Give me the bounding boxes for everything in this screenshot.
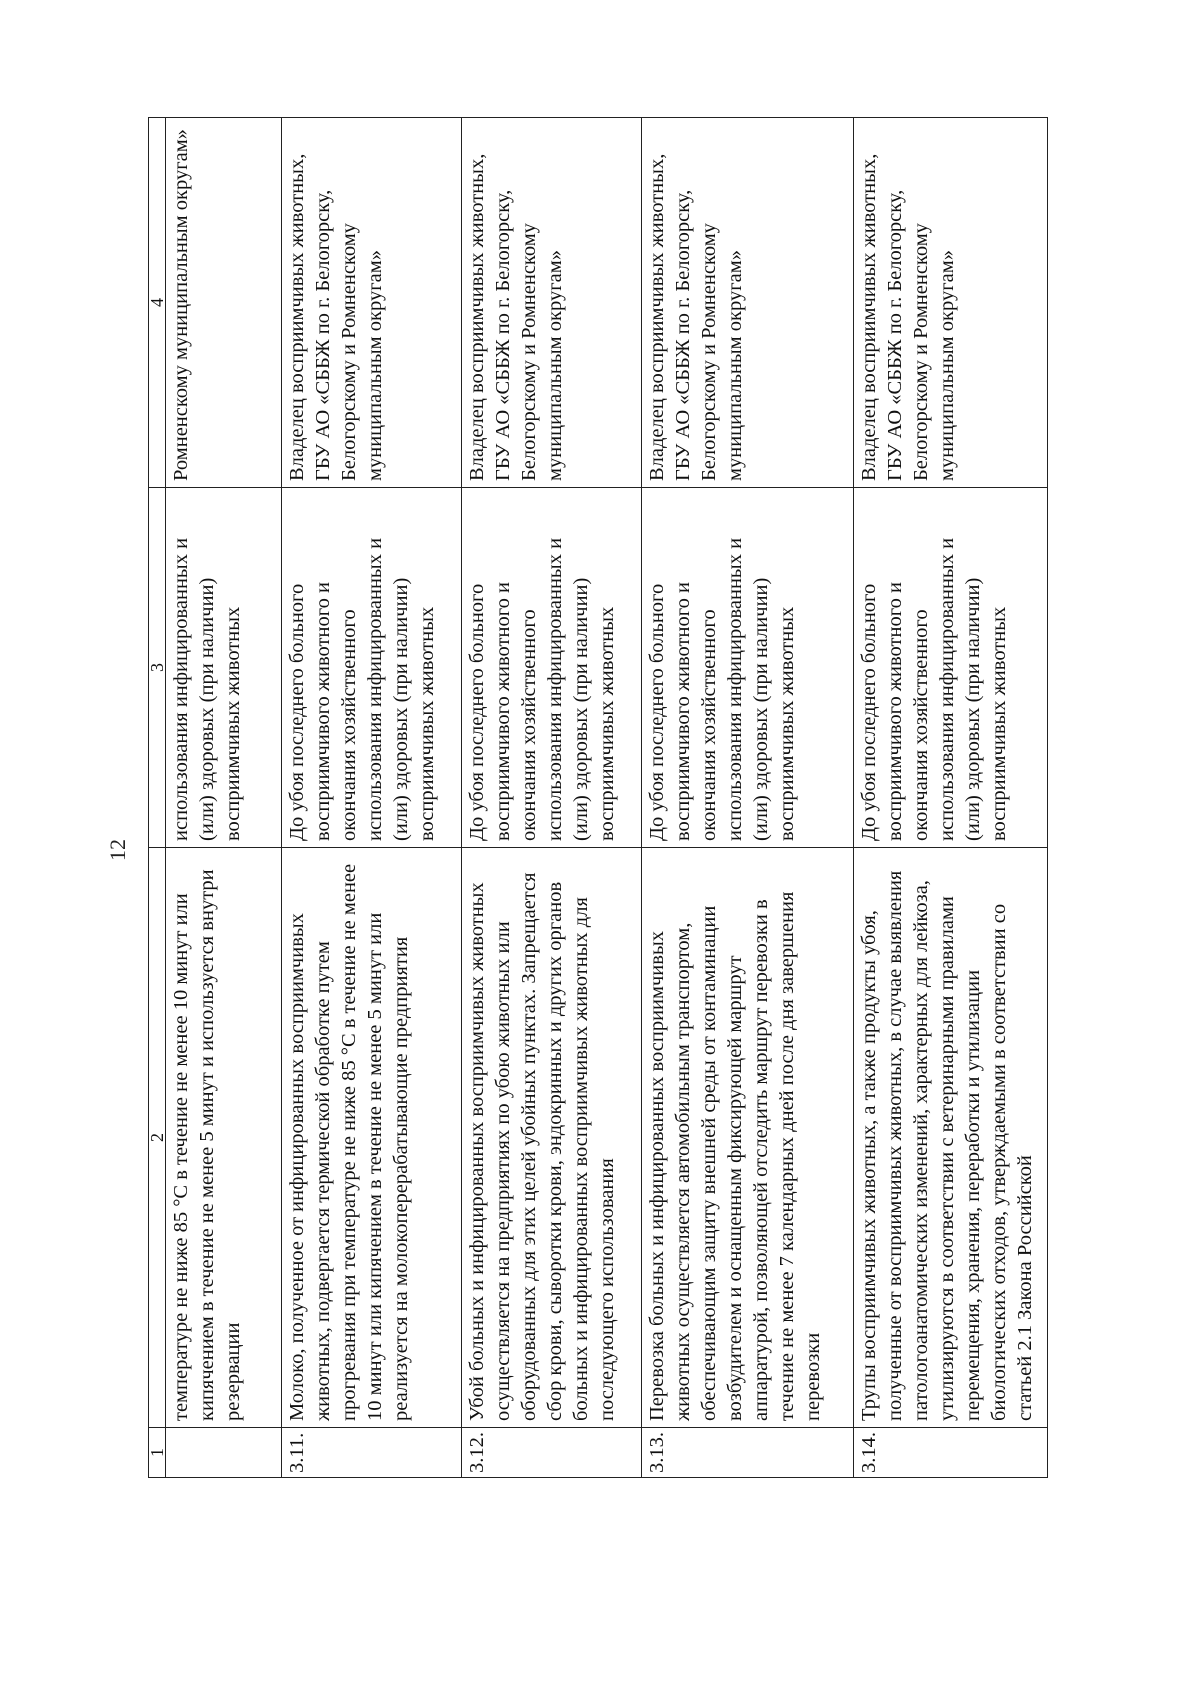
row-number: 3.12. xyxy=(462,1428,642,1478)
measure-responsible: Владелец восприимчивых животных, ГБУ АО «СББЖ по г. Белогорску, Белогорскому и Ромненскому муниципальным округам» xyxy=(642,118,854,488)
measure-deadline: До убоя последнего больного восприимчивого животного и окончания хозяйственного использования инфицированных и (или) здоровых (при наличии) восприимчивых животных xyxy=(462,488,642,848)
table-row xyxy=(462,118,642,1478)
table-row xyxy=(642,118,854,1478)
measure-responsible: Владелец восприимчивых животных, ГБУ АО «СББЖ по г. Белогорску, Белогорскому и Ромненскому муниципальным округам» xyxy=(462,118,642,488)
measure-responsible: Владелец восприимчивых животных, ГБУ АО «СББЖ по г. Белогорску, Белогорскому и Ромненскому муниципальным округам» xyxy=(282,118,462,488)
measure-description: Трупы восприимчивых животных, а также продукты убоя, полученные от восприимчивых животных, в случае выявления патологоанатомических изменений, характерных для лейкоза, утилизируются в соответствии с ветеринарными правилами перемещения, хранения, переработки и утилизации биологических отходов, утверждаемыми в соответствии со статьей 2.1 Закона Российской xyxy=(854,848,1048,1428)
row-number: 3.11. xyxy=(282,1428,462,1478)
table-container xyxy=(148,118,1048,1478)
measure-deadline: До убоя последнего больного восприимчивого животного и окончания хозяйственного использования инфицированных и (или) здоровых (при наличии) восприимчивых животных xyxy=(282,488,462,848)
header-col-2: 2 xyxy=(149,848,166,1428)
measure-description: температуре не ниже 85 °С в течение не менее 10 минут или кипячением в течение не менее 5 минут и используется внутри резервации xyxy=(166,848,282,1428)
header-col-1: 1 xyxy=(149,1428,166,1478)
measure-deadline: До убоя последнего больного восприимчивого животного и окончания хозяйственного использования инфицированных и (или) здоровых (при наличии) восприимчивых животных xyxy=(854,488,1048,848)
row-number xyxy=(166,1428,282,1478)
header-col-4: 4 xyxy=(149,118,166,488)
table-row xyxy=(166,118,282,1478)
measure-deadline: До убоя последнего больного восприимчивого животного и окончания хозяйственного использования инфицированных и (или) здоровых (при наличии) восприимчивых животных xyxy=(642,488,854,848)
measure-responsible: Ромненскому муниципальным округам» xyxy=(166,118,282,488)
table-row xyxy=(854,118,1048,1478)
row-number: 3.14. xyxy=(854,1428,1048,1478)
table-row xyxy=(282,118,462,1478)
measures-table xyxy=(148,117,1048,1478)
measure-deadline: использования инфицированных и (или) здоровых (при наличии) восприимчивых животных xyxy=(166,488,282,848)
measure-responsible: Владелец восприимчивых животных, ГБУ АО «СББЖ по г. Белогорску, Белогорскому и Ромненскому муниципальным округам» xyxy=(854,118,1048,488)
header-col-3: 3 xyxy=(149,488,166,848)
measure-description: Убой больных и инфицированных восприимчивых животных осуществляется на предприятиях по убою животных или оборудованных для этих целей убойных пунктах. Запрещается сбор крови, сыворотки крови, эндокринных и других органов больных и инфицированных восприимчивых животных для последующего использования xyxy=(462,848,642,1428)
measure-description: Перевозка больных и инфицированных восприимчивых животных осуществляется автомобильным транспортом, обеспечивающим защиту внешней среды от контаминации возбудителем и оснащенным фиксирующей маршрут аппаратурой, позволяющей отследить маршрут перевозки в течение не менее 7 календарных дней после дня завершения перевозки xyxy=(642,848,854,1428)
measure-description: Молоко, полученное от инфицированных восприимчивых животных, подвергается термической обработке путем прогревания при температуре не ниже 85 °С в течение не менее 10 минут или кипячением в течение не менее 5 минут или реализуется на молокоперерабатывающие предприятия xyxy=(282,848,462,1428)
row-number: 3.13. xyxy=(642,1428,854,1478)
header-row xyxy=(149,118,166,1478)
page-number: 12 xyxy=(105,839,130,861)
